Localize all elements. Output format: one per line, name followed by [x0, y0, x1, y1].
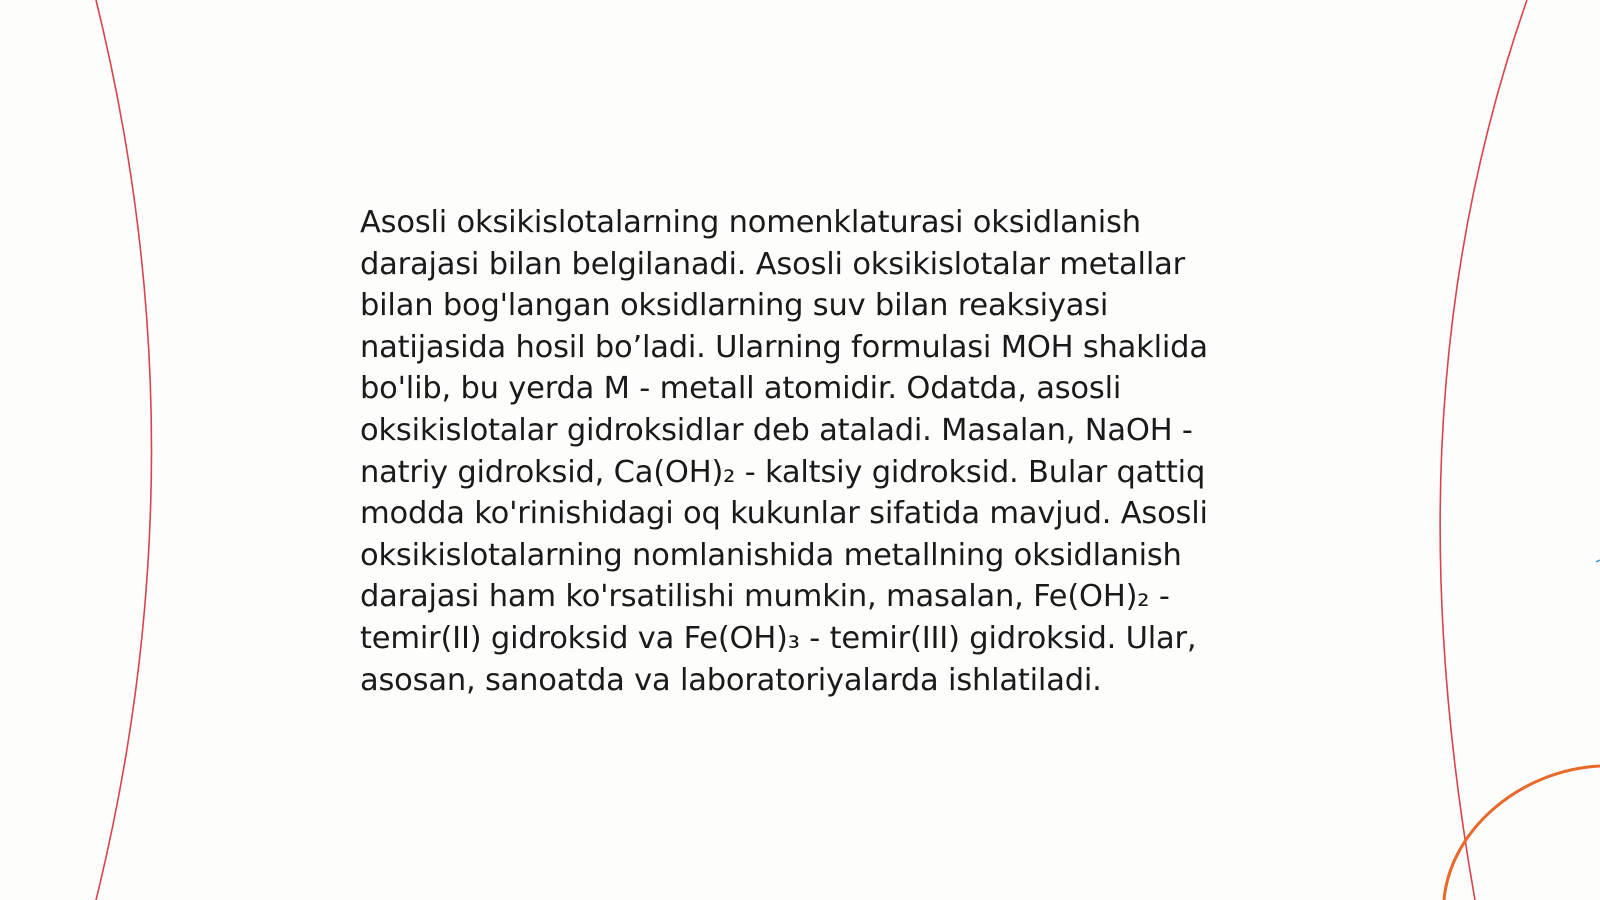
right-red-arc — [1440, 0, 1527, 900]
body-paragraph: Asosli oksikislotalarning nomenklaturasi oksidlanish darajasi bilan belgilanadi. Asosli oksikislotalar metallar bilan bog'langan oksidlarning suv bilan reaksiyasi natijasida hosil bo’ladi. Ularning formulasi MOH shaklida bo'lib, bu yerda M - metall atomidir. Odatda, asosli oksikislotalar gidroksidlar deb ataladi. Masalan, NaOH - natriy gidroksid, Ca(OH)₂ - kaltsiy gidroksid. Bular qattiq modda ko'rinishidagi oq kukunlar sifatida mavjud. Asosli oksikislotalarning nomlanishida metallning oksidlanish darajasi ham ko'rsatilishi mumkin, masalan, Fe(OH)₂ - temir(II) gidroksid va Fe(OH)₃ - temir(III) gidroksid. Ular, asosan, sanoatda va laboratoriyalarda ishlatiladi. — [360, 205, 1208, 698]
blue-tick-mark — [1596, 560, 1600, 562]
left-red-arc — [96, 0, 152, 900]
orange-circle-arc — [1444, 766, 1600, 900]
